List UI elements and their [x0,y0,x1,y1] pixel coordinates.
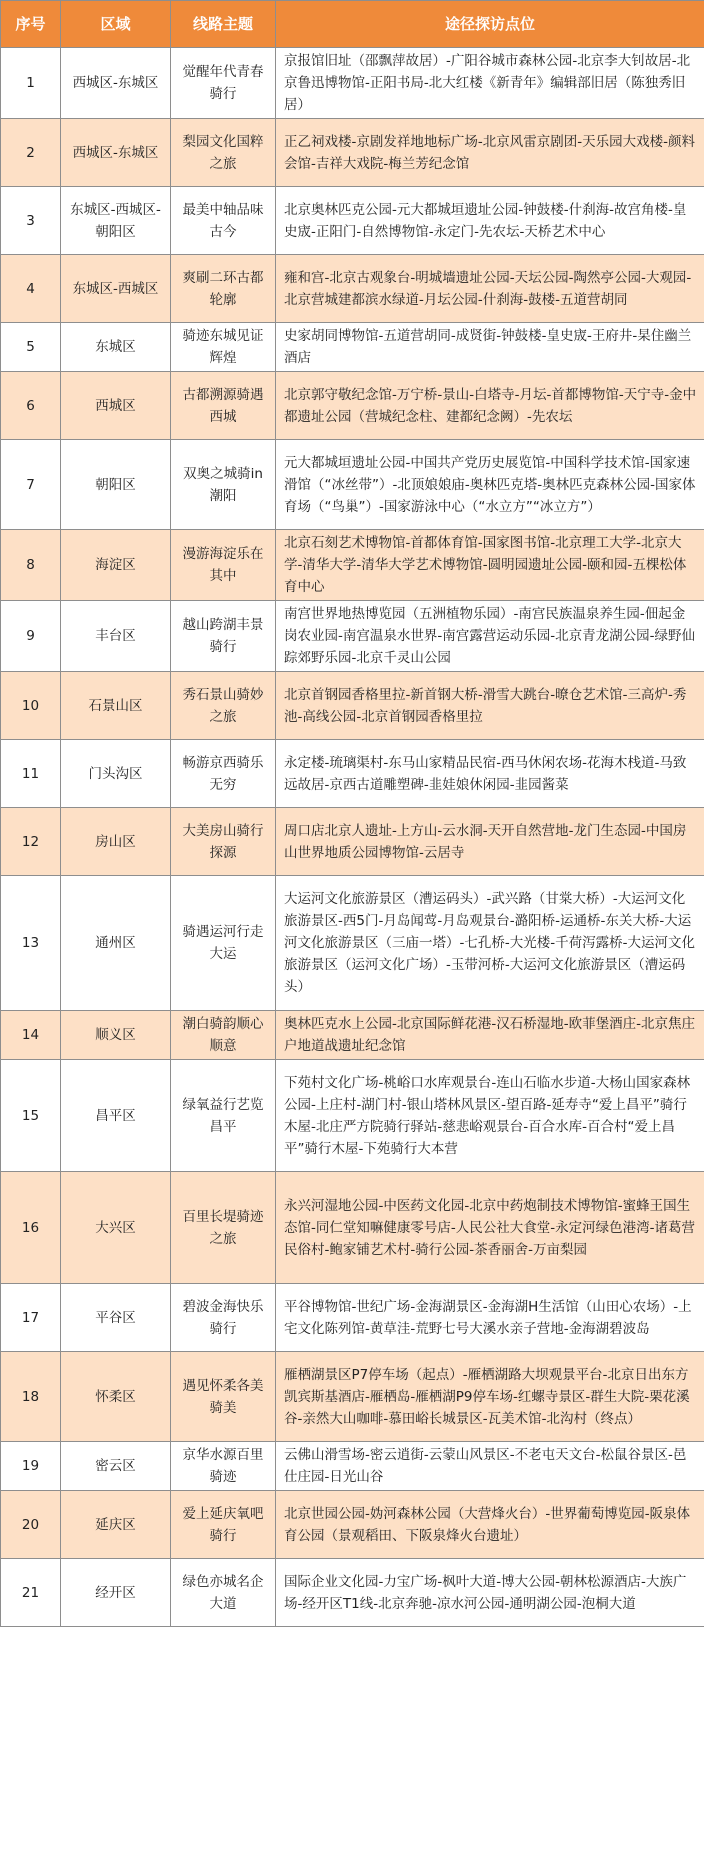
row-area: 东城区-西城区-朝阳区 [61,187,171,255]
row-route: 云佛山滑雪场-密云逍街-云蒙山风景区-不老屯天文台-松鼠谷景区-邑仕庄园-日光山谷 [276,1442,704,1491]
table-row [1,187,704,255]
row-number: 16 [1,1172,61,1284]
row-theme: 爱上延庆氧吧骑行 [171,1491,276,1559]
row-theme: 潮白骑韵顺心顺意 [171,1011,276,1060]
row-theme: 京华水源百里骑迹 [171,1442,276,1491]
row-area: 通州区 [61,876,171,1011]
table-row [1,740,704,808]
table-row [1,372,704,440]
header-area: 区域 [61,1,171,48]
row-route: 下苑村文化广场-桃峪口水库观景台-连山石临水步道-大杨山国家森林公园-上庄村-湖门村-银山塔林风景区-望百路-延寿寺“爱上昌平”骑行木屋-北庄严方院骑行驿站-慈悲峪观景台-百合水库-百合村“爱上昌平”骑行木屋-下苑骑行大本营 [276,1060,704,1172]
row-number: 7 [1,440,61,530]
row-area: 海淀区 [61,530,171,601]
row-theme: 爽刷二环古都轮廓 [171,255,276,323]
row-area: 怀柔区 [61,1352,171,1442]
row-number: 13 [1,876,61,1011]
table-row [1,255,704,323]
row-number: 11 [1,740,61,808]
row-number: 5 [1,323,61,372]
table-header [1,1,704,48]
table-row [1,440,704,530]
table-body [1,48,704,1627]
row-theme: 越山跨湖丰景骑行 [171,601,276,672]
table-row [1,1491,704,1559]
row-number: 15 [1,1060,61,1172]
row-route: 北京石刻艺术博物馆-首都体育馆-国家图书馆-北京理工大学-北京大学-清华大学-清华大学艺术博物馆-圆明园遗址公园-颐和园-五棵松体育中心 [276,530,704,601]
row-theme: 最美中轴品味古今 [171,187,276,255]
table-row [1,672,704,740]
row-theme: 双奥之城骑in潮阳 [171,440,276,530]
table-row [1,1172,704,1284]
table-row [1,48,704,119]
row-area: 东城区 [61,323,171,372]
row-theme: 古都溯源骑遇西城 [171,372,276,440]
row-route: 京报馆旧址（邵飘萍故居）-广阳谷城市森林公园-北京李大钊故居-北京鲁迅博物馆-正阳书局-北大红楼《新青年》编辑部旧居（陈独秀旧居） [276,48,704,119]
table-row [1,119,704,187]
row-theme: 遇见怀柔各美骑美 [171,1352,276,1442]
row-number: 21 [1,1559,61,1627]
row-number: 17 [1,1284,61,1352]
row-number: 3 [1,187,61,255]
row-area: 平谷区 [61,1284,171,1352]
row-area: 石景山区 [61,672,171,740]
row-number: 12 [1,808,61,876]
table-row [1,1442,704,1491]
table-row [1,1060,704,1172]
row-area: 丰台区 [61,601,171,672]
row-number: 4 [1,255,61,323]
row-theme: 百里长堤骑迹之旅 [171,1172,276,1284]
row-theme: 畅游京西骑乐无穷 [171,740,276,808]
row-area: 延庆区 [61,1491,171,1559]
row-route: 北京奥林匹克公园-元大都城垣遗址公园-钟鼓楼-什刹海-故宫角楼-皇史宬-正阳门-自然博物馆-永定门-先农坛-天桥艺术中心 [276,187,704,255]
table-row [1,530,704,601]
row-theme: 大美房山骑行探源 [171,808,276,876]
row-route: 雍和宫-北京古观象台-明城墙遗址公园-天坛公园-陶然亭公园-大观园-北京营城建都滨水绿道-月坛公园-什刹海-鼓楼-五道营胡同 [276,255,704,323]
table-row [1,323,704,372]
row-route: 永兴河湿地公园-中医药文化园-北京中药炮制技术博物馆-蜜蜂王国生态馆-同仁堂知嘛健康零号店-人民公社大食堂-永定河绿色港湾-诸葛营民俗村-鲍家铺艺术村-骑行公园-茶香丽舍-万亩梨园 [276,1172,704,1284]
row-area: 门头沟区 [61,740,171,808]
row-area: 经开区 [61,1559,171,1627]
row-route: 平谷博物馆-世纪广场-金海湖景区-金海湖H生活馆（山田心农场）-上宅文化陈列馆-黄草洼-荒野七号大溪水亲子营地-金海湖碧波岛 [276,1284,704,1352]
table-row [1,1352,704,1442]
row-route: 北京郭守敬纪念馆-万宁桥-景山-白塔寺-月坛-首都博物馆-天宁寺-金中都遗址公园（营城纪念柱、建都纪念阙）-先农坛 [276,372,704,440]
row-route: 正乙祠戏楼-京剧发祥地地标广场-北京风雷京剧团-天乐园大戏楼-颜料会馆-吉祥大戏院-梅兰芳纪念馆 [276,119,704,187]
row-theme: 秀石景山骑妙之旅 [171,672,276,740]
row-theme: 骑遇运河行走大运 [171,876,276,1011]
row-route: 史家胡同博物馆-五道营胡同-成贤街-钟鼓楼-皇史宬-王府井-杲住幽兰酒店 [276,323,704,372]
row-area: 顺义区 [61,1011,171,1060]
row-number: 20 [1,1491,61,1559]
table-row [1,1011,704,1060]
row-area: 东城区-西城区 [61,255,171,323]
row-area: 房山区 [61,808,171,876]
row-theme: 觉醒年代青春骑行 [171,48,276,119]
row-route: 南宫世界地热博览园（五洲植物乐园）-南宫民族温泉养生园-佃起金岗农业园-南宫温泉水世界-南宫露营运动乐园-北京青龙湖公园-绿野仙踪郊野乐园-北京千灵山公园 [276,601,704,672]
table-row [1,1559,704,1627]
row-route: 永定楼-琉璃渠村-东马山家精品民宿-西马休闲农场-花海木栈道-马致远故居-京西古道雕塑碑-韭娃娘休闲园-韭园酱菜 [276,740,704,808]
row-route: 雁栖湖景区P7停车场（起点）-雁栖湖路大坝观景平台-北京日出东方凯宾斯基酒店-雁栖岛-雁栖湖P9停车场-红螺寺景区-群生大院-栗花溪谷-亲然大山咖啡-慕田峪长城景区-瓦美术馆-北沟村（终点） [276,1352,704,1442]
row-theme: 绿氧益行艺览昌平 [171,1060,276,1172]
row-route: 大运河文化旅游景区（漕运码头）-武兴路（甘棠大桥）-大运河文化旅游景区-西5门-月岛闻莺-月岛观景台-潞阳桥-运通桥-东关大桥-大运河文化旅游景区（三庙一塔）-七孔桥-大光楼-千荷泻露桥-大运河文化旅游景区（运河文化广场）-玉带河桥-大运河文化旅游景区（漕运码头） [276,876,704,1011]
row-area: 朝阳区 [61,440,171,530]
header-route: 途径探访点位 [276,1,704,48]
row-theme: 漫游海淀乐在其中 [171,530,276,601]
row-number: 1 [1,48,61,119]
row-area: 大兴区 [61,1172,171,1284]
header-number: 序号 [1,1,61,48]
row-route: 奥林匹克水上公园-北京国际鲜花港-汉石桥湿地-欧菲堡酒庄-北京焦庄户地道战遗址纪念馆 [276,1011,704,1060]
row-number: 19 [1,1442,61,1491]
row-route: 北京首钢园香格里拉-新首钢大桥-滑雪大跳台-暸仓艺术馆-三高炉-秀池-高线公园-北京首钢园香格里拉 [276,672,704,740]
table-row [1,601,704,672]
row-number: 18 [1,1352,61,1442]
row-number: 8 [1,530,61,601]
row-route: 元大都城垣遗址公园-中国共产党历史展览馆-中国科学技术馆-国家速滑馆（“冰丝带”）-北顶娘娘庙-奥林匹克塔-奥林匹克森林公园-国家体育场（“鸟巢”）-国家游泳中心（“水立方”“冰立方”） [276,440,704,530]
row-theme: 骑迹东城见证辉煌 [171,323,276,372]
row-number: 2 [1,119,61,187]
row-number: 10 [1,672,61,740]
table-row [1,1284,704,1352]
row-number: 6 [1,372,61,440]
row-area: 昌平区 [61,1060,171,1172]
row-theme: 绿色亦城名企大道 [171,1559,276,1627]
row-route: 周口店北京人遗址-上方山-云水洞-天开自然营地-龙门生态园-中国房山世界地质公园博物馆-云居寺 [276,808,704,876]
row-area: 西城区 [61,372,171,440]
header-row [1,1,704,48]
table-row [1,808,704,876]
header-theme: 线路主题 [171,1,276,48]
row-theme: 碧波金海快乐骑行 [171,1284,276,1352]
row-area: 密云区 [61,1442,171,1491]
row-number: 14 [1,1011,61,1060]
row-theme: 梨园文化国粹之旅 [171,119,276,187]
row-route: 国际企业文化园-力宝广场-枫叶大道-博大公园-朝林松源酒店-大族广场-经开区T1线-北京奔驰-凉水河公园-通明湖公园-泡桐大道 [276,1559,704,1627]
row-area: 西城区-东城区 [61,48,171,119]
row-number: 9 [1,601,61,672]
table-row [1,876,704,1011]
row-area: 西城区-东城区 [61,119,171,187]
row-route: 北京世园公园-妫河森林公园（大营烽火台）-世界葡萄博览园-阪泉体育公园（景观稻田、下阪泉烽火台遗址） [276,1491,704,1559]
